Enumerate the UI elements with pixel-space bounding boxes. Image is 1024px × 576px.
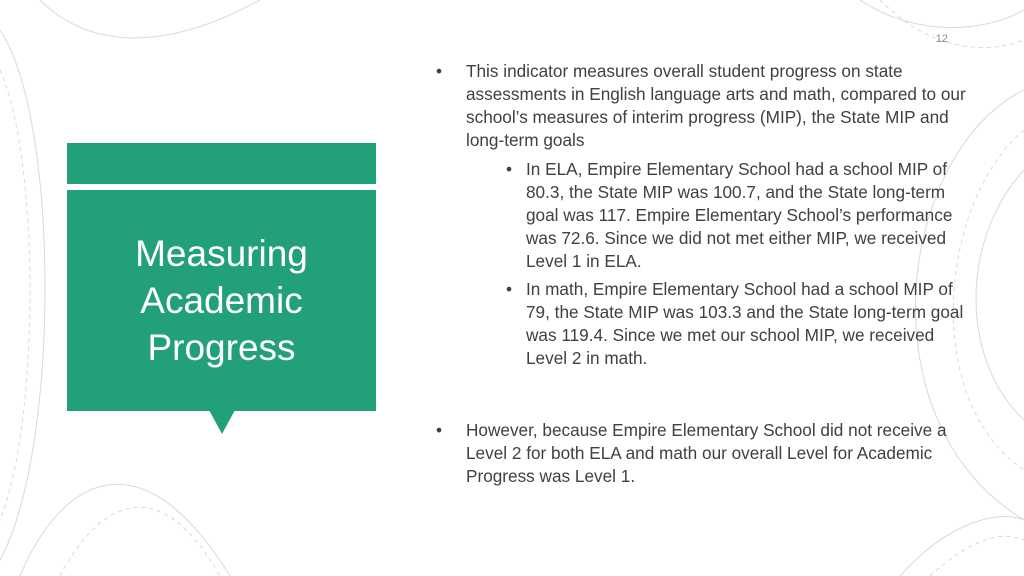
title-box (67, 190, 376, 411)
sub-bullet-item (466, 278, 976, 370)
bullet-text: However, because Empire Elementary School did not receive a Level 2 for both ELA and math our overall Level for Academic Progress was Level 1. (466, 420, 947, 486)
bullet-marker: • (436, 61, 443, 81)
sub-bullet-marker: • (506, 159, 513, 179)
sub-bullet-text: In math, Empire Elementary School had a school MIP of 79, the State MIP was 103.3 and the State long-term goal was 119.4. Since we met our school MIP, we received Level 2 in math. (526, 279, 964, 368)
spacer (436, 375, 976, 419)
sub-bullet-list (466, 158, 976, 370)
bullet-item (436, 60, 976, 370)
bullet-marker: • (436, 420, 443, 440)
sub-bullet-item (466, 158, 976, 273)
page-number: 12 (935, 33, 948, 45)
bullet-text: This indicator measures overall student progress on state assessments in English language arts and math, compared to our school’s measures of interim progress (MIP), the State MIP and long-term goals (466, 61, 966, 150)
slide-title: Measuring Academic Progress (135, 233, 308, 368)
bullet-item (436, 419, 976, 488)
sub-bullet-marker: • (506, 279, 513, 299)
title-pointer (209, 410, 235, 434)
bullet-content (436, 60, 976, 488)
sub-bullet-text: In ELA, Empire Elementary School had a school MIP of 80.3, the State MIP was 100.7, and the State long-term goal was 117. Empire Elementary School’s performance was 72.6. Since we did not met either MIP, we received Level 1 in ELA. (526, 159, 953, 271)
title-accent-strip (67, 143, 376, 184)
